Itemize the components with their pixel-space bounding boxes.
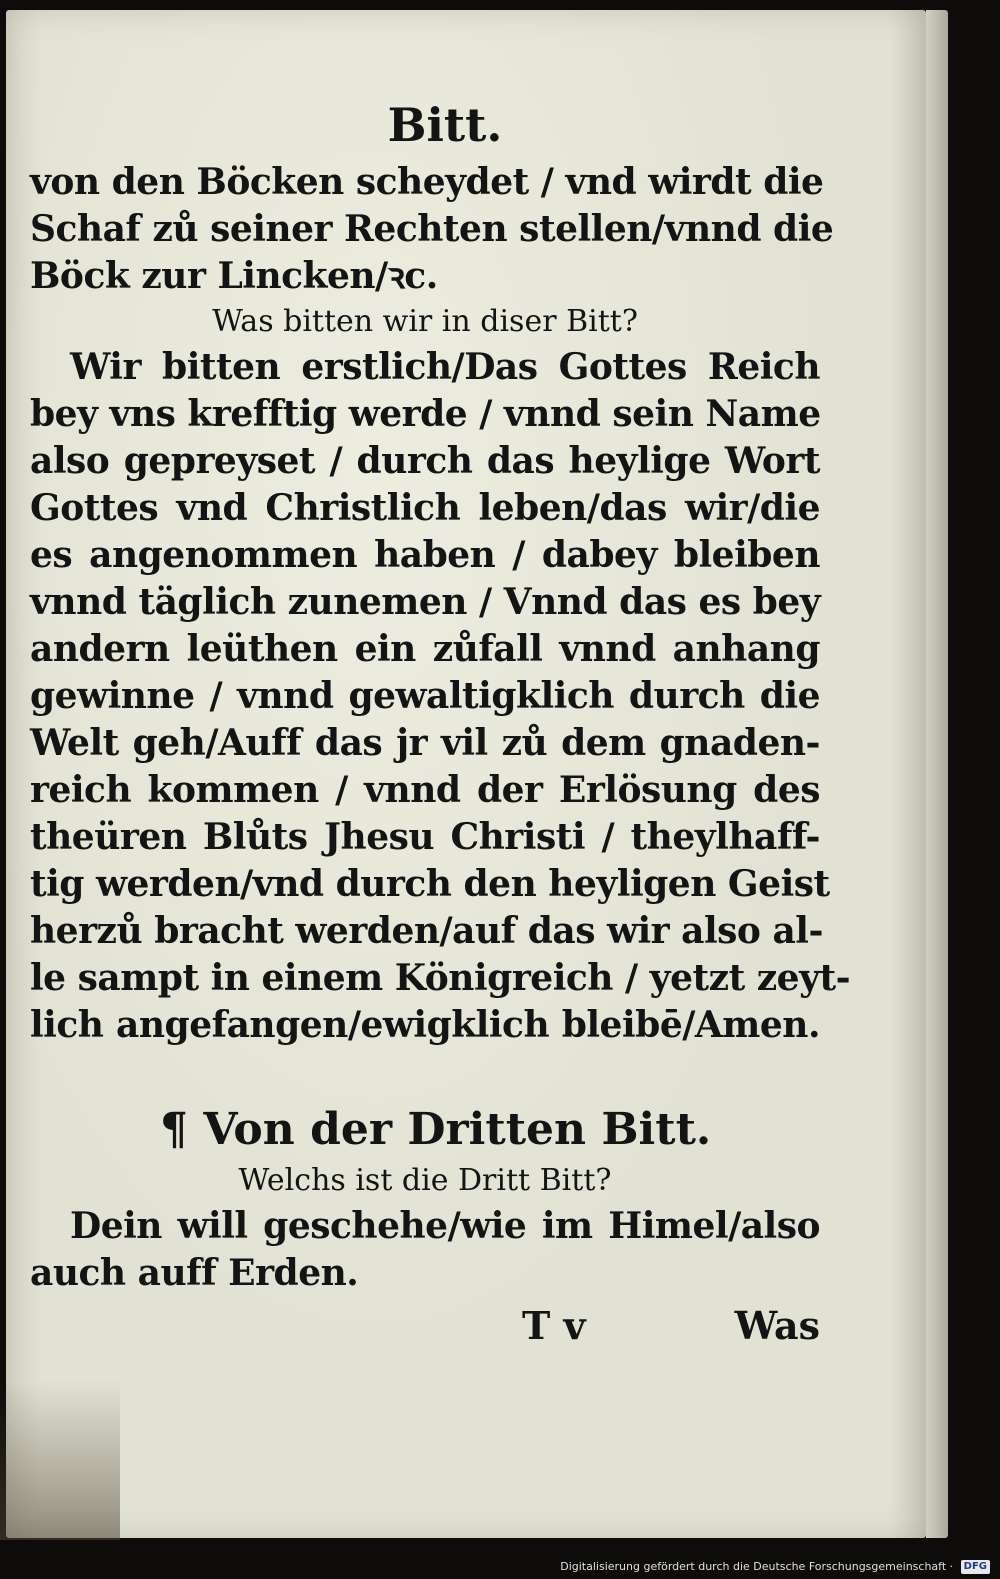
text-line: andern leüthen ein zůfall vnnd anhang (30, 628, 820, 670)
text-line: auch auff Erden. (30, 1252, 359, 1294)
text-line: herzů bracht werden/auf das wir also al- (30, 910, 823, 952)
text-line: theüren Blůts Jhesu Christi / theylhaff- (30, 816, 820, 858)
dfg-credit-bar (560, 1558, 990, 1576)
text-line: also gepreyset / durch das heylige Wort (30, 440, 820, 482)
text-line: gewinne / vnnd gewaltigklich durch die (30, 675, 820, 717)
dfg-credit-text: Digitalisierung gefördert durch die Deutsche Forschungsgemeinschaft · (560, 1560, 954, 1573)
question-line: Was bitten wir in diser Bitt? (212, 304, 638, 339)
text-line: Böck zur Lincken/ꝛc. (30, 255, 438, 297)
text-line: bey vns krefftig werde / vnnd sein Name (30, 393, 821, 435)
page-fore-edge (926, 10, 948, 1538)
text-line: reich kommen / vnnd der Erlösung des (30, 769, 820, 811)
text-line: vnnd täglich zunemen / Vnnd das es bey (30, 581, 821, 623)
signature-mark: T v (522, 1303, 586, 1348)
page-footer (30, 1303, 820, 1355)
page-text (30, 95, 851, 1355)
text-line: Schaf zů seiner Rechten stellen/vnnd die (30, 208, 834, 250)
text-line: Dein will geschehe/wie im Himel/also (70, 1205, 820, 1247)
binding-shadow (0, 1380, 120, 1540)
text-line: lich angefangen/ewigklich bleibē/Amen. (30, 1004, 820, 1046)
section-heading-text: Von der Dritten Bitt. (203, 1104, 712, 1155)
section-heading (30, 1101, 820, 1159)
text-line: Gottes vnd Christlich leben/das wir/die (30, 487, 820, 529)
running-head: Bitt. (387, 98, 503, 152)
question-line: Welchs ist die Dritt Bitt? (238, 1163, 612, 1198)
text-line: von den Böcken scheydet / vnd wirdt die (30, 161, 824, 203)
text-line: tig werden/vnd durch den heyligen Geist (30, 863, 830, 905)
dfg-logo: DFG (961, 1560, 990, 1574)
pilcrow-icon: ¶ (160, 1104, 188, 1155)
text-line: Welt geh/Auff das jr vil zů dem gnaden- (30, 722, 820, 764)
text-line: le sampt in einem Königreich / yetzt zeyt- (30, 957, 851, 999)
catchword: Was (734, 1303, 820, 1348)
text-line: Wir bitten erstlich/Das Gottes Reich (70, 346, 820, 388)
text-line: es angenommen haben / dabey bleiben (30, 534, 820, 576)
